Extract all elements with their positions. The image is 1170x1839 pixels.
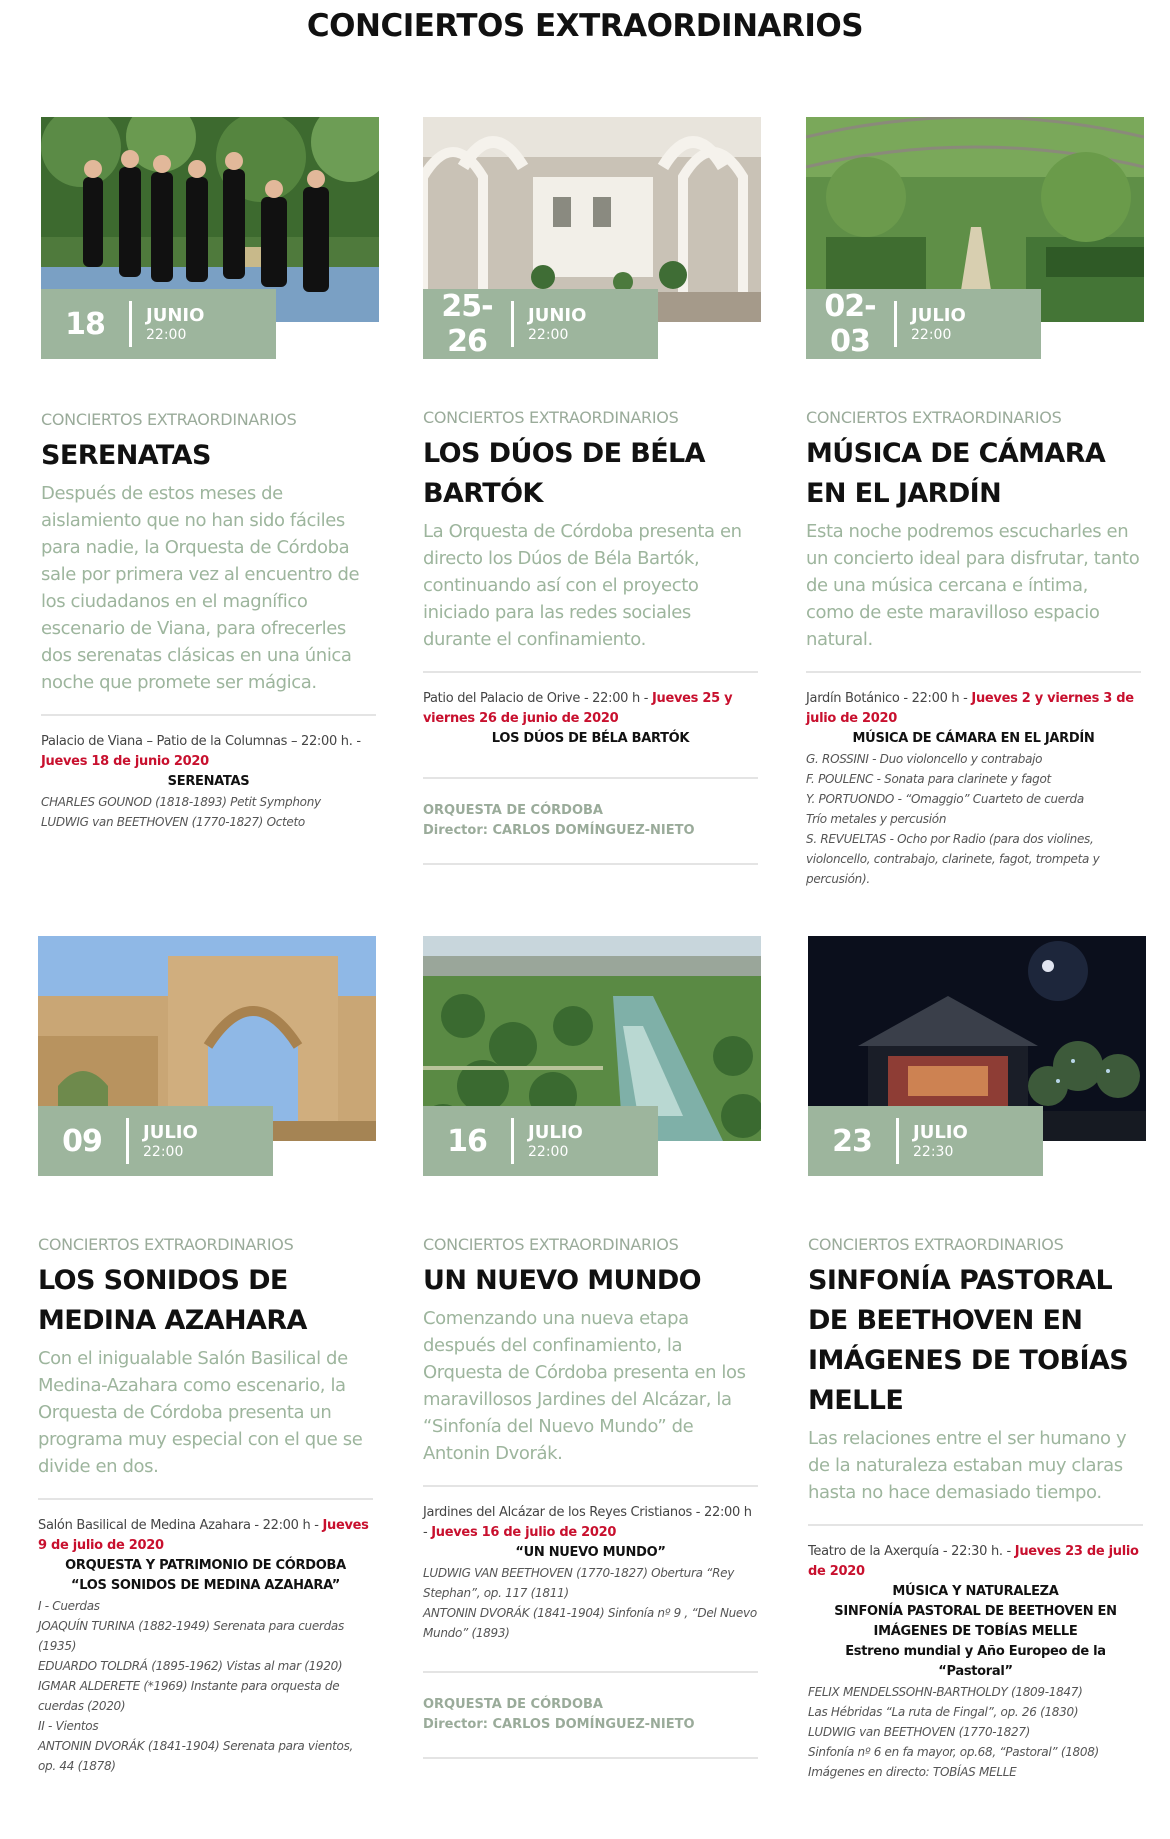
- concert-details: [808, 1542, 1143, 1782]
- program-item: S. REVUELTAS - Ocho por Radio (para dos violines, violoncello, contrabajo, clarinete, fagot, trompeta y percusión).: [806, 832, 1100, 886]
- concert-category[interactable]: CONCIERTOS EXTRAORDINARIOS: [423, 1235, 679, 1254]
- concert-details: [41, 732, 376, 832]
- program-item: II - Vientos: [38, 1719, 99, 1733]
- program-title: ORQUESTA Y PATRIMONIO DE CÓRDOBA: [65, 1558, 346, 1573]
- program-item: I - Cuerdas: [38, 1599, 100, 1613]
- date-time: 22:30: [913, 1143, 954, 1160]
- program-item: IGMAR ALDERETE (*1969) Instante para orquesta de cuerdas (2020): [38, 1679, 340, 1713]
- concert-body: [423, 408, 758, 865]
- concert-details: [38, 1516, 373, 1776]
- date-day: 25-26: [441, 289, 493, 359]
- venue-text: Jardín Botánico - 22:00 h -: [806, 691, 968, 706]
- divider: [423, 1671, 758, 1673]
- concert-body: [38, 1235, 373, 1776]
- divider: [423, 1485, 758, 1487]
- program-item: JOAQUÍN TURINA (1882-1949) Serenata para cuerdas (1935): [38, 1619, 344, 1653]
- date-day: 23: [832, 1123, 872, 1159]
- divider: [423, 1757, 758, 1759]
- program-title: MÚSICA Y NATURALEZA: [892, 1584, 1059, 1599]
- orchestra-name: ORQUESTA DE CÓRDOBA: [423, 1697, 603, 1712]
- date-time: 22:00: [911, 326, 952, 343]
- program-title: “LOS SONIDOS DE MEDINA AZAHARA”: [71, 1578, 340, 1593]
- divider: [806, 671, 1141, 673]
- venue-text: Palacio de Viana – Patio de la Columnas – 22:00 h. -: [41, 734, 361, 749]
- concert-title[interactable]: LOS DÚOS DE BÉLA BARTÓK: [423, 438, 705, 509]
- date-highlight: Jueves 9 de julio de 2020: [38, 1518, 369, 1553]
- divider: [808, 1524, 1143, 1526]
- program-title: LOS DÚOS DE BÉLA BARTÓK: [491, 731, 690, 746]
- date-month: JULIO: [143, 1121, 198, 1143]
- program-item: FELIX MENDELSSOHN-BARTHOLDY (1809-1847): [808, 1685, 1083, 1699]
- date-highlight: Jueves 23 de julio de 2020: [808, 1544, 1139, 1579]
- concert-category[interactable]: CONCIERTOS EXTRAORDINARIOS: [808, 1235, 1064, 1254]
- concert-description: Con el inigualable Salón Basilical de Medina-Azahara como escenario, la Orquesta de Córdoba presenta un programa muy especial con el que se divide en dos.: [38, 1348, 363, 1477]
- venue-text: Teatro de la Axerquía - 22:30 h. -: [808, 1544, 1011, 1559]
- date-day: 09: [62, 1123, 102, 1159]
- concert-body: [806, 408, 1141, 889]
- program-item: CHARLES GOUNOD (1818-1893) Petit Symphony: [41, 795, 321, 809]
- date-highlight: Jueves 25 y viernes 26 de junio de 2020: [423, 691, 733, 726]
- concert-title[interactable]: SERENATAS: [41, 440, 211, 471]
- date-highlight: Jueves 2 y viernes 3 de julio de 2020: [806, 691, 1134, 726]
- date-month: JUNIO: [146, 304, 205, 326]
- venue-text: Salón Basilical de Medina Azahara - 22:00 h -: [38, 1518, 319, 1533]
- divider: [423, 863, 758, 865]
- page-title: CONCIERTOS EXTRAORDINARIOS: [306, 8, 864, 44]
- date-highlight: Jueves 16 de julio de 2020: [431, 1525, 617, 1540]
- divider: [423, 777, 758, 779]
- concert-category[interactable]: CONCIERTOS EXTRAORDINARIOS: [41, 410, 297, 429]
- program-item: Imágenes en directo: TOBÍAS MELLE: [808, 1765, 1017, 1779]
- concert-category[interactable]: CONCIERTOS EXTRAORDINARIOS: [423, 408, 679, 427]
- program-title: “UN NUEVO MUNDO”: [515, 1545, 666, 1560]
- divider: [41, 714, 376, 716]
- program-item: Sinfonía nº 6 en fa mayor, op.68, “Pastoral” (1808): [808, 1745, 1099, 1759]
- date-badge: [806, 289, 1041, 359]
- date-month: JULIO: [913, 1121, 968, 1143]
- date-time: 22:00: [528, 326, 569, 343]
- concert-title[interactable]: LOS SONIDOS DE MEDINA AZAHARA: [38, 1265, 307, 1336]
- date-time: 22:00: [146, 326, 187, 343]
- date-day: 18: [65, 306, 105, 342]
- venue-text: Patio del Palacio de Orive - 22:00 h -: [423, 691, 649, 706]
- date-badge: [423, 1106, 658, 1176]
- program-title: SINFONÍA PASTORAL DE BEETHOVEN EN IMÁGENES DE TOBÍAS MELLE: [834, 1604, 1117, 1639]
- program-item: G. ROSSINI - Duo violoncello y contrabajo: [806, 752, 1043, 766]
- program-item: ANTONIN DVORÁK (1841-1904) Serenata para vientos, op. 44 (1878): [38, 1739, 354, 1773]
- concert-body: [808, 1235, 1143, 1782]
- concert-body: [41, 410, 376, 832]
- date-day: 02-03: [824, 289, 876, 359]
- program-title: MÚSICA DE CÁMARA EN EL JARDÍN: [852, 731, 1095, 746]
- concert-title[interactable]: MÚSICA DE CÁMARA EN EL JARDÍN: [806, 438, 1106, 509]
- orchestra-director: Director: CARLOS DOMÍNGUEZ-NIETO: [423, 1717, 695, 1732]
- concert-description: Comenzando una nueva etapa después del confinamiento, la Orquesta de Córdoba presenta en los maravillosos Jardines del Alcázar, la “Sinfonía del Nuevo Mundo” de Antonin Dvorák.: [423, 1308, 746, 1464]
- orchestra-name: ORQUESTA DE CÓRDOBA: [423, 803, 603, 818]
- program-item: ANTONIN DVORÁK (1841-1904) Sinfonía nº 9 , “Del Nuevo Mundo” (1893): [423, 1606, 757, 1640]
- program-item: Y. PORTUONDO - “Omaggio” Cuarteto de cuerda: [806, 792, 1084, 806]
- concert-category[interactable]: CONCIERTOS EXTRAORDINARIOS: [806, 408, 1062, 427]
- concert-title[interactable]: UN NUEVO MUNDO: [423, 1265, 702, 1296]
- program-item: Trío metales y percusión: [806, 812, 947, 826]
- date-day: 16: [447, 1123, 487, 1159]
- program-item: LUDWIG VAN BEETHOVEN (1770-1827) Obertura “Rey Stephan”, op. 117 (1811): [423, 1566, 735, 1600]
- venue-text: Jardines del Alcázar de los Reyes Cristianos - 22:00 h -: [423, 1505, 752, 1540]
- concert-description: Esta noche podremos escucharles en un concierto ideal para disfrutar, tanto de una música cercana e íntima, como de este maravilloso espacio natural.: [806, 521, 1140, 650]
- date-month: JULIO: [528, 1121, 583, 1143]
- divider: [423, 671, 758, 673]
- concert-description: Las relaciones entre el ser humano y de la naturaleza estaban muy claras hasta no hace demasiado tiempo.: [808, 1428, 1127, 1503]
- date-month: JULIO: [911, 304, 966, 326]
- date-badge: [423, 289, 658, 359]
- concert-details: [806, 689, 1141, 889]
- date-time: 22:00: [143, 1143, 184, 1160]
- date-badge: [808, 1106, 1043, 1176]
- date-badge: [38, 1106, 273, 1176]
- program-item: LUDWIG van BEETHOVEN (1770-1827) Octeto: [41, 815, 305, 829]
- concert-category[interactable]: CONCIERTOS EXTRAORDINARIOS: [38, 1235, 294, 1254]
- program-item: F. POULENC - Sonata para clarinete y fagot: [806, 772, 1051, 786]
- program-item: Las Hébridas “La ruta de Fingal”, op. 26 (1830): [808, 1705, 1079, 1719]
- divider: [38, 1498, 373, 1500]
- date-month: JUNIO: [528, 304, 587, 326]
- concert-details: [423, 689, 758, 749]
- concert-details: [423, 1503, 758, 1643]
- concert-title[interactable]: SINFONÍA PASTORAL DE BEETHOVEN EN IMÁGENES DE TOBÍAS MELLE: [808, 1265, 1129, 1416]
- concert-body: [423, 1235, 758, 1759]
- program-title: Estreno mundial y Año Europeo de la “Pastoral”: [845, 1644, 1106, 1679]
- concert-description: La Orquesta de Córdoba presenta en directo los Dúos de Béla Bartók, continuando así con el proyecto iniciado para las redes sociales durante el confinamiento.: [423, 521, 742, 650]
- date-badge: [41, 289, 276, 359]
- program-item: EDUARDO TOLDRÁ (1895-1962) Vistas al mar (1920): [38, 1659, 343, 1673]
- orchestra-director: Director: CARLOS DOMÍNGUEZ-NIETO: [423, 823, 695, 838]
- program-item: LUDWIG van BEETHOVEN (1770-1827): [808, 1725, 1031, 1739]
- date-time: 22:00: [528, 1143, 569, 1160]
- concert-description: Después de estos meses de aislamiento que no han sido fáciles para nadie, la Orquesta de Córdoba sale por primera vez al encuentro de los ciudadanos en el magnífico escenario de Viana, para ofrecerles dos serenatas clásicas en una única noche que promete ser mágica.: [41, 483, 360, 693]
- program-title: SERENATAS: [167, 774, 250, 789]
- date-highlight: Jueves 18 de junio 2020: [41, 754, 209, 769]
